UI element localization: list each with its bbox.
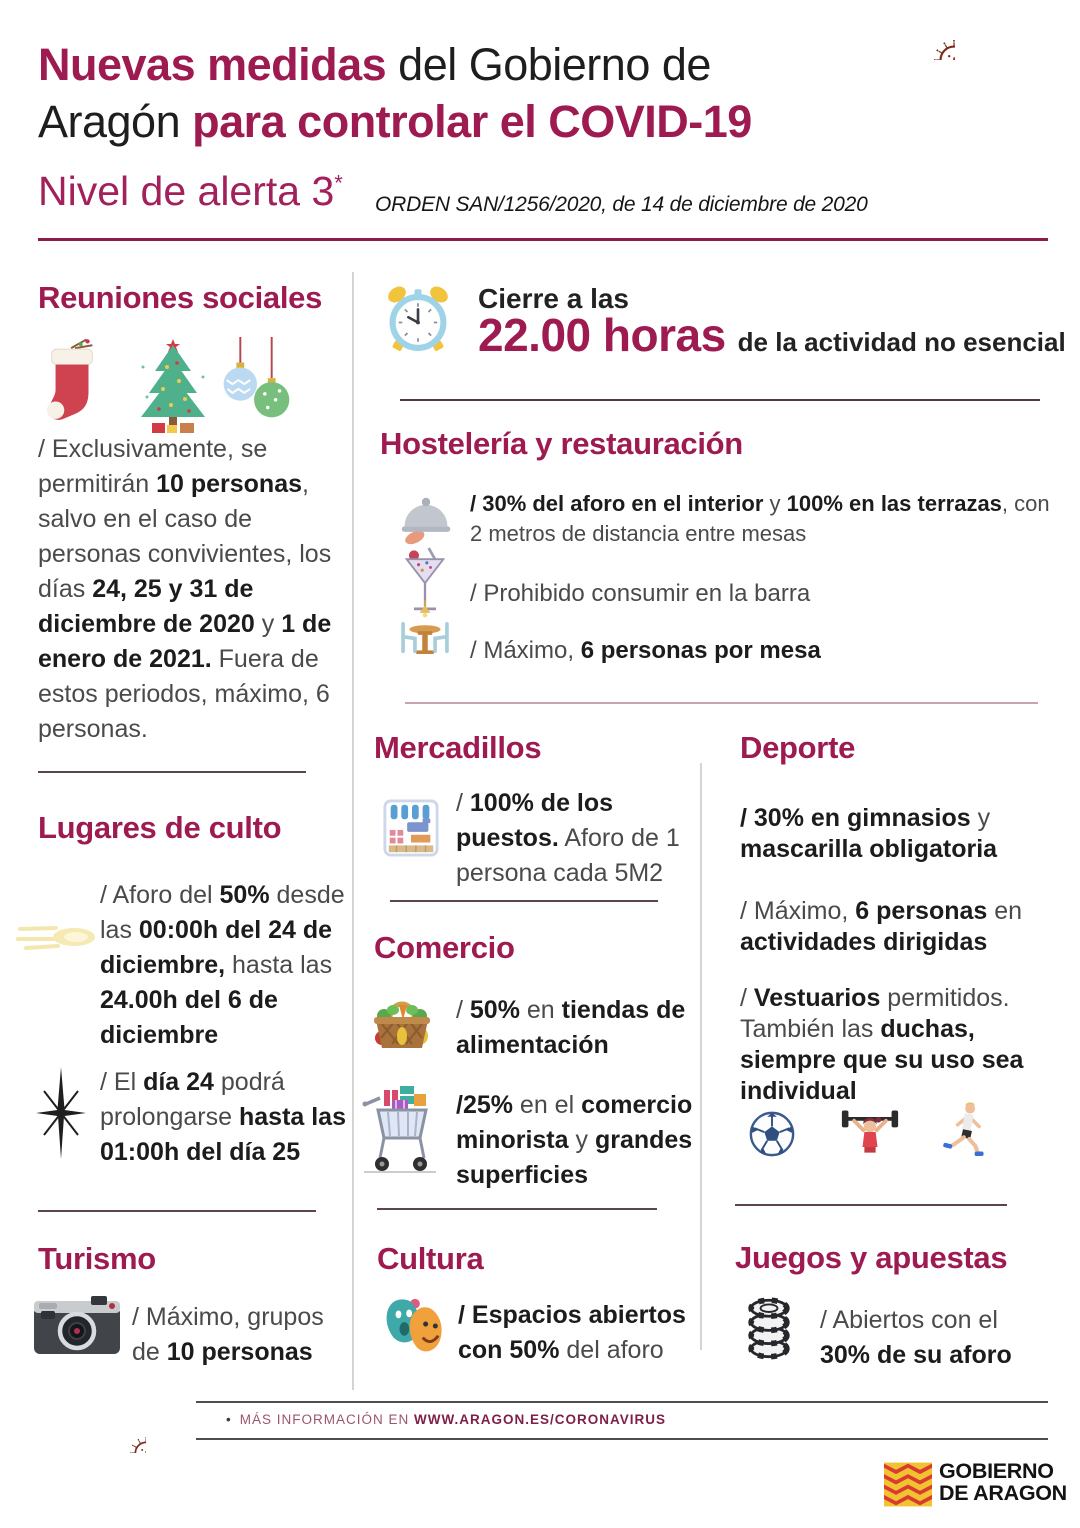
- divider: [400, 399, 1040, 401]
- divider: [735, 1204, 1007, 1206]
- mercadillos-text: / 100% de los puestos. Aforo de 1 persona cada 5M2: [456, 789, 680, 887]
- logo-text: GOBIERNO DE ARAGON: [939, 1459, 1067, 1505]
- comercio-text-1: / 50% en tiendas de alimentación: [456, 996, 686, 1059]
- aragon-flag-icon: [884, 1462, 932, 1507]
- deporte-text-2: / Máximo, 6 personas en actividades dirigidas: [740, 897, 1023, 956]
- footer-info: • MÁS INFORMACIÓN EN WWW.ARAGON.ES/CORONAVIRUS: [226, 1412, 666, 1427]
- runner-icon: [938, 1100, 988, 1162]
- cierre-time-line: [478, 308, 1066, 362]
- section-title-comercio: Comercio: [374, 930, 515, 965]
- divider: [38, 771, 306, 773]
- cierre-pre-text: Cierre a las: [478, 283, 629, 314]
- lugares-text-1: / Aforo del 50% desde las 00:00h del 24 de diciembre, hasta las 24.00h del 6 de diciembre: [100, 881, 345, 1049]
- hosteleria-text-3: / Máximo, 6 personas por mesa: [470, 637, 821, 664]
- theater-masks-icon: [382, 1292, 446, 1360]
- divider: [405, 702, 1038, 704]
- deporte-text-3: / Vestuarios permitidos. También las duchas, siempre que su uso sea individual: [740, 984, 1024, 1105]
- divider: [38, 1210, 316, 1212]
- hosteleria-text-1: / 30% del aforo en el interior y 100% en las terrazas, con 2 metros de distancia entre mesas: [470, 491, 1050, 546]
- order-reference: ORDEN SAN/1256/2020, de 14 de diciembre de 2020: [375, 193, 868, 216]
- cultura-text: / Espacios abiertos con 50% del aforo: [458, 1301, 686, 1364]
- table-chairs-icon: [393, 597, 457, 669]
- reuniones-text: / Exclusivamente, se permitirán 10 personas, salvo en el caso de personas convivientes, los días 24, 25 y 31 de diciembre de 2020 y 1 de enero de 2021. Fuera de estos periodos, máximo, 6 personas.: [38, 435, 332, 743]
- divider: [196, 1438, 1048, 1440]
- deporte-text-1: / 30% en gimnasios y mascarilla obligatoria: [740, 804, 998, 863]
- divider: [390, 900, 658, 902]
- camera-icon: [33, 1295, 121, 1359]
- poker-chips-icon: [745, 1296, 793, 1360]
- weightlifter-icon: [840, 1103, 900, 1161]
- section-title-cultura: Cultura: [377, 1241, 484, 1276]
- page-title: Nuevas medidas del Gobierno de Aragón para controlar el COVID-19: [38, 39, 752, 147]
- juegos-text: / Abiertos con el 30% de su aforo: [820, 1306, 1012, 1369]
- section-title-juegos: Juegos y apuestas: [735, 1240, 1008, 1275]
- christmas-tree-icon: [133, 337, 213, 437]
- cloche-icon: [398, 487, 454, 545]
- divider: [377, 1208, 657, 1210]
- alarm-clock-icon: [383, 280, 453, 358]
- footer-url: WWW.ARAGON.ES/CORONAVIRUS: [414, 1412, 666, 1427]
- stocking-icon: [42, 335, 104, 433]
- turismo-text: / Máximo, grupos de 10 personas: [132, 1303, 324, 1366]
- divider: [38, 238, 1048, 241]
- comercio-text-2: /25% en el comercio minorista y grandes superficies: [456, 1091, 693, 1189]
- section-title-reuniones: Reuniones sociales: [38, 280, 323, 315]
- gobierno-aragon-logo: [884, 1460, 1067, 1507]
- bethlehem-star-icon: [26, 1062, 96, 1164]
- shopping-basket-icon: [370, 992, 434, 1054]
- bullet-icon: •: [226, 1412, 231, 1427]
- hosteleria-text-2: / Prohibido consumir en la barra: [470, 580, 811, 607]
- section-title-mercadillos: Mercadillos: [374, 730, 542, 765]
- virus-large-icon: [933, 3, 1080, 289]
- lugares-text-2: / El día 24 podrá prolongarse hasta las 01:00h del día 25: [100, 1068, 346, 1166]
- soccer-ball-icon: [748, 1110, 796, 1158]
- section-title-turismo: Turismo: [38, 1241, 156, 1276]
- shopping-cart-icon: [360, 1082, 440, 1178]
- virus-large-icon: [0, 1408, 230, 1528]
- cierre-post-text: de la actividad no esencial: [737, 327, 1066, 357]
- section-title-lugares: Lugares de culto: [38, 810, 282, 845]
- market-stall-icon: [382, 797, 440, 859]
- divider: [196, 1401, 1048, 1403]
- alert-level: Nivel de alerta 3*: [38, 168, 343, 214]
- section-title-hosteleria: Hostelería y restauración: [380, 426, 743, 461]
- column-divider: [352, 272, 354, 1390]
- baubles-icon: [220, 337, 292, 435]
- cierre-time: 22.00 horas: [478, 309, 726, 361]
- comet-icon: [16, 915, 100, 959]
- section-title-deporte: Deporte: [740, 730, 856, 765]
